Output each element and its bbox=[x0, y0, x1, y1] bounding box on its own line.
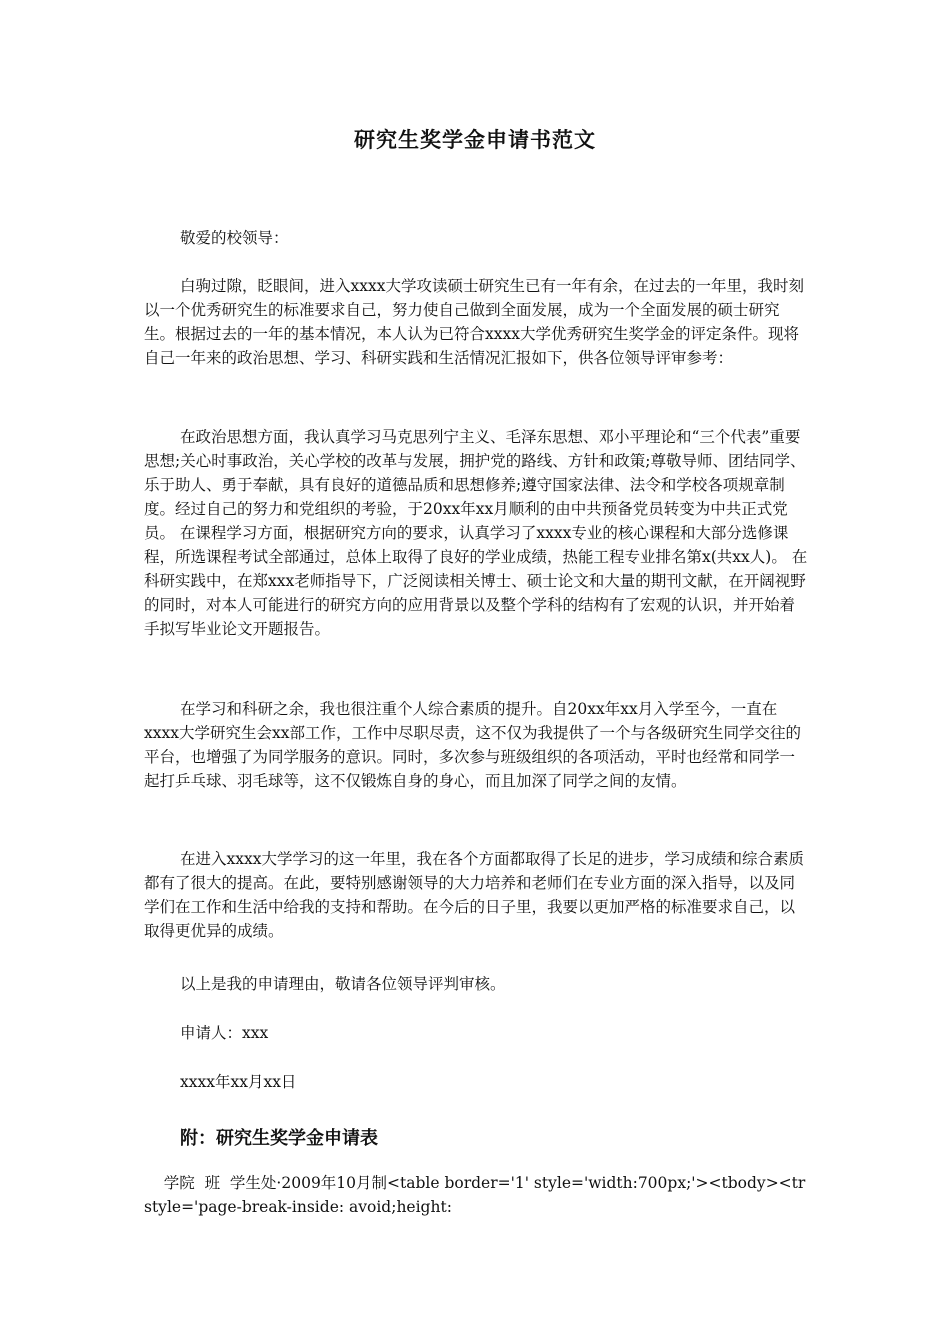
trailing-text: 学院 班 学生处·2009年10月制<table border='1' style='width:700px;'><tbody><tr style='page-break-inside: avoid;height: bbox=[144, 1174, 811, 1216]
paragraph-gratitude: 在进入xxxx大学学习的这一年里，我在各个方面都取得了长足的进步，学习成绩和综合素质都有了很大的提高。在此，要特别感谢领导的大力培养和老师们在专业方面的深入指导，以及同学们在工作和生活中给我的支持和帮助。在今后的日子里，我要以更加严格的标准要求自己，以取得更优异的成绩。 bbox=[144, 850, 804, 940]
date-line: xxxx年xx月xx日 bbox=[180, 1073, 297, 1091]
paragraph-closing: 以上是我的申请理由，敬请各位领导评判审核。 bbox=[180, 975, 506, 993]
paragraph-politics-study-research: 在政治思想方面，我认真学习马克思列宁主义、毛泽东思想、邓小平理论和“三个代表”重要思想;关心时事政治，关心学校的改革与发展，拥护党的路线、方针和政策;尊敬导师、团结同学、乐于助人、勇于奉献，具有良好的道德品质和思想修养;遵守国家法律、法令和学校各项规章制度。经过自己的努力和党组织的考验，于20xx年xx月顺利的由中共预备党员转变为中共正式党员。 在课程学习方面，根据研究方向的要求，认真学习了xxxx专业的核心课程和大部分选修课程，所选课程考试全部通过，总体上取得了良好的学业成绩，热能工程专业排名第x(共xx人)。 在科研实践中，在郑xxx老师指导下，广泛阅读相关博士、硕士论文和大量的期刊文献，在开阔视野的同时，对本人可能进行的研究方向的应用背景以及整个学科的结构有了宏观的认识，并开始着手拟写毕业论文开题报告。 bbox=[144, 428, 808, 638]
attachment-title: 附：研究生奖学金申请表 bbox=[180, 1128, 378, 1149]
paragraph-activities: 在学习和科研之余，我也很注重个人综合素质的提升。自20xx年xx月入学至今，一直在xxxx大学研究生会xx部工作，工作中尽职尽责，这不仅为我提供了一个与各级研究生同学交往的平台，也增强了为同学服务的意识。同时，多次参与班级组织的各项活动，平时也经常和同学一起打乒乓球、羽毛球等，这不仅锻炼自身的身心，而且加深了同学之间的友情。 bbox=[144, 700, 801, 790]
salutation: 敬爱的校领导： bbox=[180, 229, 289, 247]
document-title: 研究生奖学金申请书范文 bbox=[354, 127, 596, 152]
applicant-line: 申请人：xxx bbox=[180, 1024, 269, 1042]
paragraph-intro: 白驹过隙，眨眼间，进入xxxx大学攻读硕士研究生已有一年有余，在过去的一年里，我时刻以一个优秀研究生的标准要求自己，努力使自己做到全面发展，成为一个全面发展的硕士研究生。根据过去的一年的基本情况，本人认为已符合xxxx大学优秀研究生奖学金的评定条件。现将自己一年来的政治思想、学习、科研实践和生活情况汇报如下，供各位领导评审参考： bbox=[144, 277, 804, 367]
